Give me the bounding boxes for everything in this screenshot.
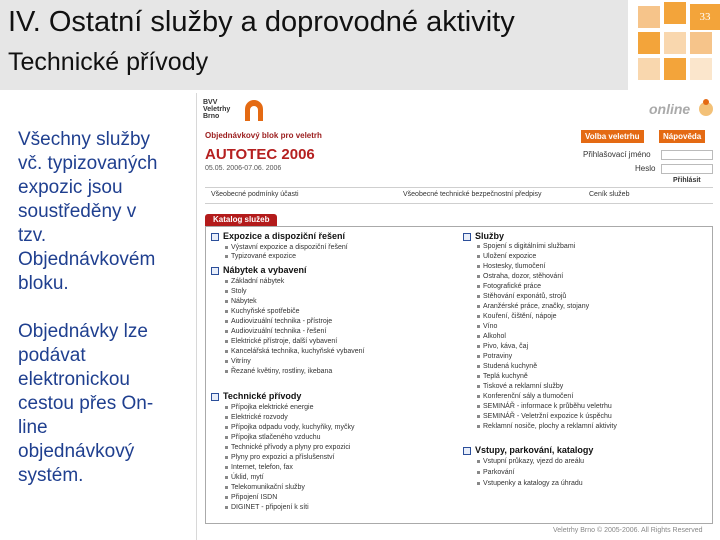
- list-item[interactable]: Studená kuchyně: [477, 363, 537, 370]
- username-label: Přihlašovací jméno: [583, 150, 651, 159]
- list-item[interactable]: Stoly: [225, 288, 247, 295]
- text-line: podávat: [18, 345, 86, 366]
- select-fair-button[interactable]: Volba veletrhu: [581, 130, 644, 143]
- list-item[interactable]: Přípojka stlačeného vzduchu: [225, 434, 321, 441]
- event-dates: 05.05. 2006-07.06. 2006: [205, 165, 282, 172]
- section-icon: [211, 393, 219, 401]
- paragraph-2: [18, 320, 153, 488]
- text-line: tzv.: [18, 225, 47, 246]
- list-item[interactable]: Základní nábytek: [225, 278, 284, 285]
- list-item[interactable]: Úklid, mytí: [225, 474, 264, 481]
- list-item[interactable]: Připojení ISDN: [225, 494, 277, 501]
- list-item[interactable]: Vitríny: [225, 358, 251, 365]
- text-line: expozic jsou: [18, 177, 123, 198]
- list-item[interactable]: SEMINÁŘ - Veletržní expozice k úspěchu: [477, 413, 612, 420]
- block-title: Objednávkový blok pro veletrh: [205, 131, 322, 140]
- list-item[interactable]: Přípojka odpadu vody, kuchyňky, myčky: [225, 424, 354, 431]
- list-item[interactable]: Kuchyňské spotřebiče: [225, 308, 299, 315]
- password-input[interactable]: [661, 164, 713, 174]
- tab-catalog[interactable]: Katalog služeb: [205, 214, 277, 226]
- list-item[interactable]: Ostraha, dozor, stěhování: [477, 273, 563, 280]
- online-logo-mark-icon: [697, 97, 715, 117]
- text-line: vč. typizovaných: [18, 153, 158, 174]
- list-item[interactable]: Technické přívody a plyny pro expozici: [225, 444, 350, 451]
- help-button[interactable]: Nápověda: [659, 130, 705, 143]
- list-item[interactable]: Alkohol: [477, 333, 506, 340]
- list-item[interactable]: Typizované expozice: [225, 253, 296, 260]
- list-item[interactable]: Aranžérské práce, značky, stojany: [477, 303, 589, 310]
- link-conditions[interactable]: Všeobecné podmínky účasti: [211, 191, 299, 198]
- list-item[interactable]: Stěhování exponátů, strojů: [477, 293, 566, 300]
- text-line: Objednávky lze: [18, 321, 148, 342]
- footer-copyright: Veletrhy Brno © 2005-2006. All Rights Reserved: [553, 527, 703, 534]
- login-button[interactable]: Přihlásit: [673, 177, 701, 184]
- text-line: Objednávkovém: [18, 249, 156, 270]
- text-line: objednávkový: [18, 441, 135, 462]
- list-item[interactable]: Vstupní průkazy, vjezd do areálu: [477, 458, 584, 465]
- list-item[interactable]: Telekomunikační služby: [225, 484, 305, 491]
- section-title[interactable]: Služby: [475, 231, 505, 241]
- list-item[interactable]: Řezané květiny, rostliny, ikebana: [225, 368, 332, 375]
- list-item[interactable]: Pivo, káva, čaj: [477, 343, 528, 350]
- list-item[interactable]: Plyny pro expozici a příslušenství: [225, 454, 335, 461]
- username-input[interactable]: [661, 150, 713, 160]
- list-item[interactable]: Nábytek: [225, 298, 257, 305]
- order-system-screenshot: [196, 93, 720, 540]
- list-item[interactable]: Kancelářská technika, kuchyňské vybavení: [225, 348, 364, 355]
- list-item[interactable]: Elektrické přístroje, další vybavení: [225, 338, 337, 345]
- section-icon: [211, 267, 219, 275]
- slide-number: 33: [690, 4, 720, 30]
- list-item[interactable]: Reklamní nosiče, plochy a reklamní aktivity: [477, 423, 617, 430]
- logo-line: Brno: [203, 113, 220, 120]
- section-title[interactable]: Expozice a dispoziční řešení: [223, 231, 346, 241]
- list-item[interactable]: Konferenční sály a tlumočení: [477, 393, 573, 400]
- logo-line: Veletrhy: [203, 106, 231, 113]
- text-line: cestou přes On-: [18, 393, 154, 414]
- list-item[interactable]: DIGINET - připojení k síti: [225, 504, 309, 511]
- list-item[interactable]: Teplá kuchyně: [477, 373, 528, 380]
- text-line: systém.: [18, 465, 84, 486]
- list-item[interactable]: Audiovizuální technika - řešení: [225, 328, 326, 335]
- divider: [205, 203, 713, 204]
- text-line: elektronickou: [18, 369, 130, 390]
- list-item[interactable]: Přípojka elektrické energie: [225, 404, 314, 411]
- list-item[interactable]: Víno: [477, 323, 497, 330]
- list-item[interactable]: Elektrické rozvody: [225, 414, 288, 421]
- list-item[interactable]: Kouření, čištění, nápoje: [477, 313, 557, 320]
- list-item[interactable]: Vstupenky a katalogy za úhradu: [477, 480, 583, 487]
- list-item[interactable]: Hostesky, tlumočení: [477, 263, 546, 270]
- link-safety[interactable]: Všeobecné technické bezpečnostní předpisy: [403, 191, 542, 198]
- list-item[interactable]: Výstavní expozice a dispoziční řešení: [225, 244, 348, 251]
- logo-line: BVV: [203, 99, 218, 106]
- event-name: AUTOTEC 2006: [205, 146, 315, 163]
- list-item[interactable]: Audiovizuální technika - přístroje: [225, 318, 332, 325]
- online-logo: online: [649, 101, 691, 117]
- slide-title: IV. Ostatní služby a doprovodné aktivity: [8, 6, 515, 38]
- text-line: soustředěny v: [18, 201, 137, 222]
- section-title[interactable]: Technické přívody: [223, 391, 302, 401]
- password-label: Heslo: [635, 164, 656, 173]
- paragraph-1: [18, 128, 157, 296]
- list-item[interactable]: Uložení expozice: [477, 253, 536, 260]
- text-line: bloku.: [18, 273, 69, 294]
- section-title[interactable]: Nábytek a vybavení: [223, 265, 307, 275]
- list-item[interactable]: Tiskové a reklamní služby: [477, 383, 563, 390]
- section-icon: [211, 233, 219, 241]
- divider: [205, 187, 713, 188]
- list-item[interactable]: Potraviny: [477, 353, 512, 360]
- list-item[interactable]: Fotografické práce: [477, 283, 541, 290]
- list-item[interactable]: Spojení s digitálními službami: [477, 243, 575, 250]
- text-line: Všechny služby: [18, 129, 151, 150]
- text-line: line: [18, 417, 48, 438]
- section-icon: [463, 233, 471, 241]
- list-item[interactable]: Parkování: [477, 469, 515, 476]
- link-pricelist[interactable]: Ceník služeb: [589, 191, 630, 198]
- slide-subtitle: Technické přívody: [8, 48, 209, 76]
- section-title[interactable]: Vstupy, parkování, katalogy: [475, 445, 594, 455]
- bvv-logo: [203, 99, 230, 120]
- bvv-logo-mark-icon: [241, 97, 267, 123]
- list-item[interactable]: Internet, telefon, fax: [225, 464, 293, 471]
- section-icon: [463, 447, 471, 455]
- list-item[interactable]: SEMINÁŘ - informace k průběhu veletrhu: [477, 403, 612, 410]
